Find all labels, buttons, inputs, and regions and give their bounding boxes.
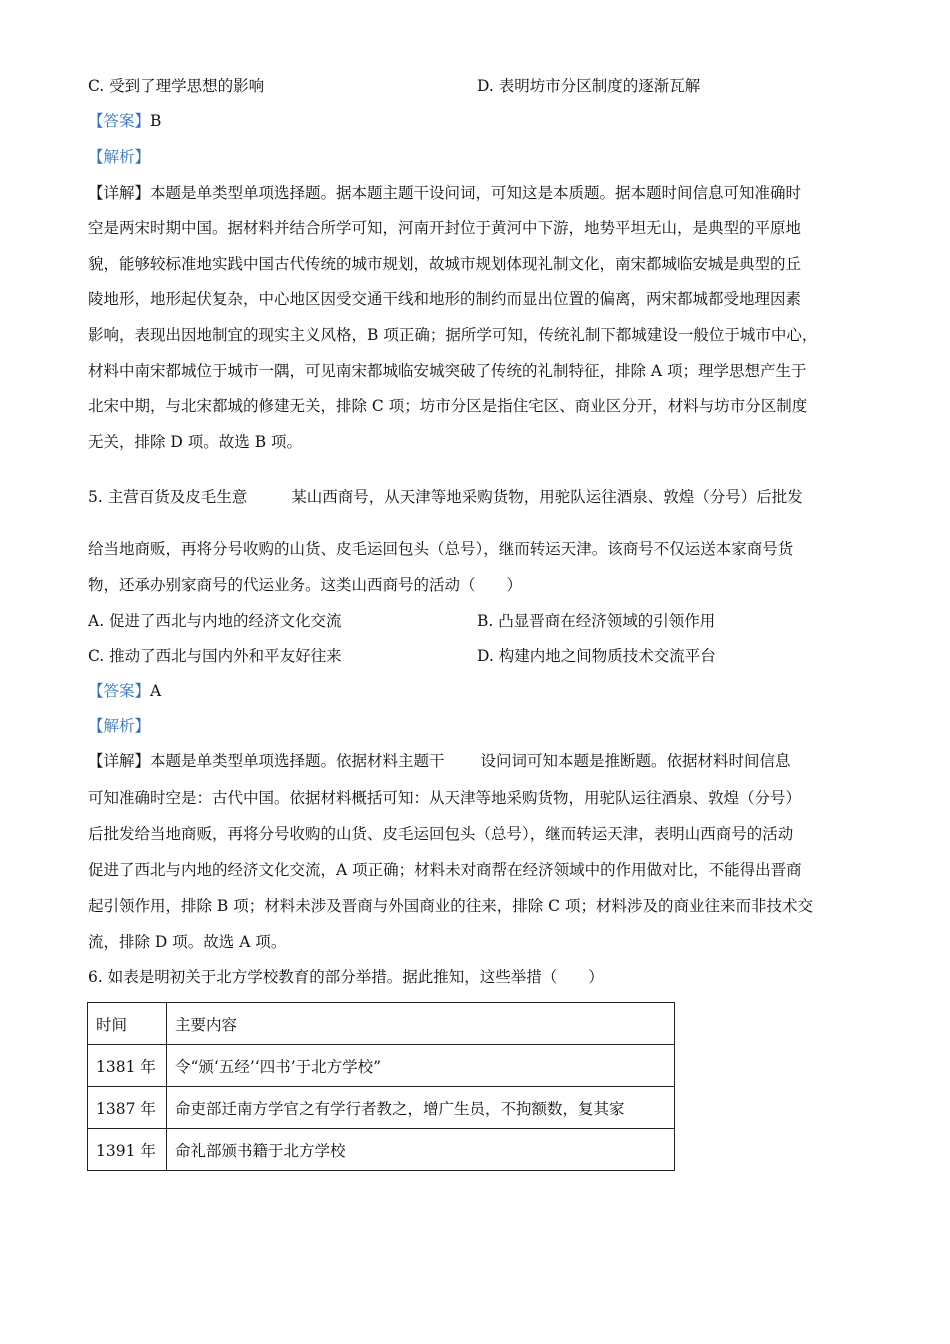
- table-header-cell: 主要内容: [167, 1003, 675, 1045]
- q5-detail-line: 可知准确时空是：古代中国。依据材料概括可知：从天津等地采购货物，用驼队运往酒泉、敦煌（分号）: [88, 789, 802, 807]
- table-cell: 令“颁‘五经’‘四书’于北方学校”: [167, 1045, 675, 1087]
- q5-detail-line: 起引领作用，排除 B 项；材料未涉及晋商与外国商业的往来，排除 C 项；材料涉及的商业往来而非技术交: [88, 897, 813, 915]
- answer-value: A: [150, 682, 162, 700]
- q5-stem-line2: 给当地商贩，再将分号收购的山货、皮毛运回包头（总号），继而转运天津。该商号不仅运送本家商号货: [88, 540, 794, 558]
- q4-detail-line: 北宋中期，与北宋都城的修建无关，排除 C 项；坊市分区是指住宅区、商业区分开，材料与坊市分区制度: [88, 397, 808, 415]
- q5-detail-line: 促进了西北与内地的经济文化交流，A 项正确；材料未对商帮在经济领域中的作用做对比，不能得出晋商: [88, 861, 802, 879]
- answer-label: 【答案】: [88, 112, 151, 130]
- answer-value: B: [150, 112, 162, 130]
- q5-option-c: C. 推动了西北与国内外和平友好往来: [88, 647, 342, 665]
- q4-answer: [88, 111, 161, 131]
- table-cell: 1387 年: [88, 1087, 167, 1129]
- q5-detail-part1: 【详解】本题是单类型单项选择题。依据材料主题干: [88, 752, 445, 770]
- table-header-cell: 时间: [88, 1003, 167, 1045]
- q5-detail-first-line: [88, 751, 791, 771]
- q4-detail-line: 貌，能够较标准地实践中国古代传统的城市规划，故城市规划体现礼制文化，南宋都城临安城是典型的丘: [88, 255, 802, 273]
- q4-detail-line: 材料中南宋都城位于城市一隅，可见南宋都城临安城突破了传统的礼制特征，排除 A 项；理学思想产生于: [88, 362, 807, 380]
- q4-detail-line: 【详解】本题是单类型单项选择题。据本题主题干设问词，可知这是本质题。据本题时间信息可知准确时: [88, 184, 802, 202]
- q5-stem-line3: 物，还承办别家商号的代运业务。这类山西商号的活动（ ）: [88, 576, 523, 594]
- table-cell: 1391 年: [88, 1129, 167, 1171]
- measures-table: [87, 1002, 675, 1171]
- q5-stem-part2: 某山西商号，从天津等地采购货物，用驼队运往酒泉、敦煌（分号）后批发: [291, 488, 803, 506]
- q4-detail-line: 空是两宋时期中国。据材料并结合所学可知，河南开封位于黄河中下游，地势平坦无山，是典型的平原地: [88, 219, 802, 237]
- q5-option-d: D. 构建内地之间物质技术交流平台: [477, 647, 716, 665]
- q5-stem-line1: [88, 487, 803, 507]
- q5-answer: [88, 681, 161, 701]
- q5-detail-line: 流，排除 D 项。故选 A 项。: [88, 933, 287, 951]
- table-row: [88, 1045, 675, 1087]
- q4-detail-line: 无关，排除 D 项。故选 B 项。: [88, 433, 303, 451]
- q4-detail-line: 陵地形，地形起伏复杂，中心地区因受交通干线和地形的制约而显出位置的偏离，两宋都城都受地理因素: [88, 290, 802, 308]
- table-row: [88, 1129, 675, 1171]
- q4-analysis-label: 【解析】: [88, 148, 151, 166]
- answer-label: 【答案】: [88, 682, 151, 700]
- q5-option-b: B. 凸显晋商在经济领域的引领作用: [477, 612, 716, 630]
- table-header-row: [88, 1003, 675, 1045]
- q6-stem: 6. 如表是明初关于北方学校教育的部分举措。据此推知，这些举措（ ）: [88, 968, 604, 986]
- q4-option-c: C. 受到了理学思想的影响: [88, 77, 265, 95]
- q4-option-d: D. 表明坊市分区制度的逐渐瓦解: [477, 77, 701, 95]
- table-row: [88, 1087, 675, 1129]
- q5-detail-part2: 设问词可知本题是推断题。依据材料时间信息: [480, 752, 791, 770]
- table-cell: 命吏部迁南方学官之有学行者教之，增广生员，不拘额数，复其家: [167, 1087, 675, 1129]
- q5-detail-line: 后批发给当地商贩，再将分号收购的山货、皮毛运回包头（总号），继而转运天津，表明山西商号的活动: [88, 825, 794, 843]
- q5-stem-part1: 5. 主营百货及皮毛生意: [88, 488, 248, 506]
- table-cell: 命礼部颁书籍于北方学校: [167, 1129, 675, 1171]
- q4-detail-line: 影响，表现出因地制宜的现实主义风格，B 项正确；据所学可知，传统礼制下都城建设一般位于城市中心，: [88, 326, 818, 344]
- table-cell: 1381 年: [88, 1045, 167, 1087]
- q5-option-a: A. 促进了西北与内地的经济文化交流: [88, 612, 342, 630]
- q5-analysis-label: 【解析】: [88, 717, 151, 735]
